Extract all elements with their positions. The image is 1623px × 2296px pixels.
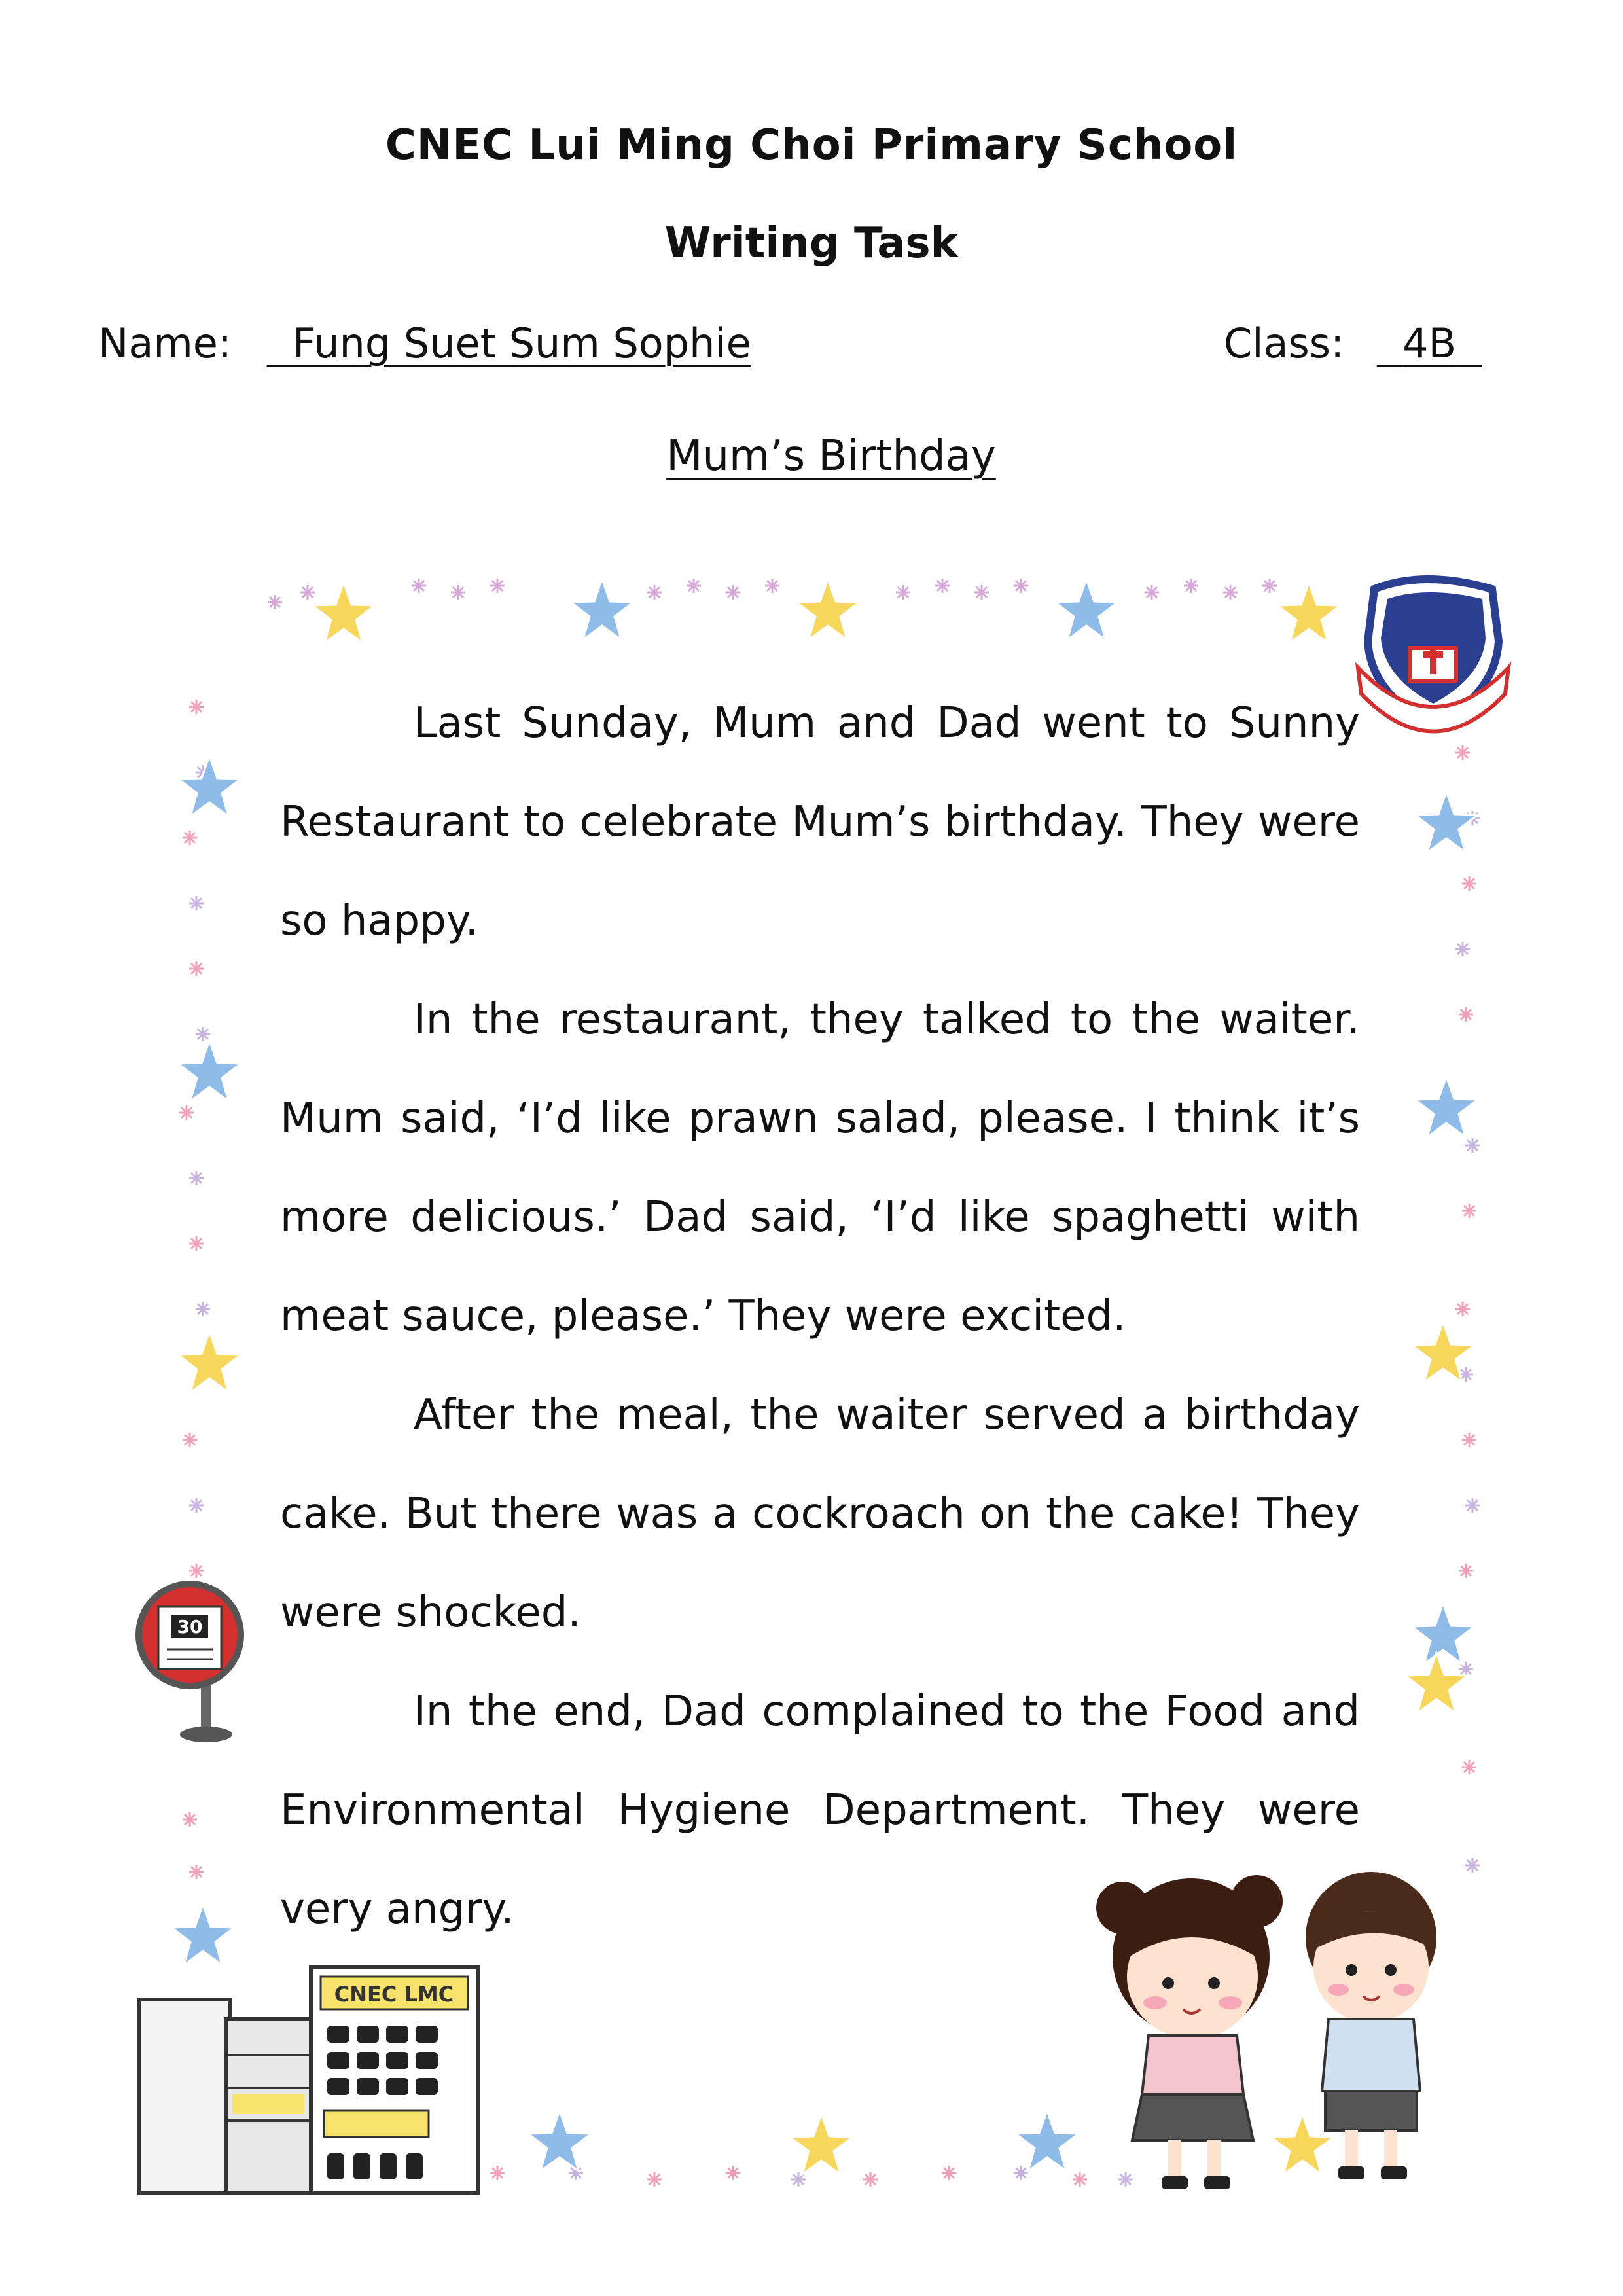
essay-paragraph-3: After the meal, the waiter served a birthday cake. But there was a cockroach on the cake! They were shocked. <box>280 1391 1360 1637</box>
essay-paragraph-2: In the restaurant, they talked to the waiter. Mum said, ‘I’d like prawn salad, please. I think it’s more delicious.’ Dad said, ‘I’d like spaghetti with meat sauce, please.’ They were excited. <box>280 996 1360 1340</box>
task-title: Writing Task <box>664 219 959 268</box>
school-name: CNEC Lui Ming Choi Primary School <box>385 121 1238 170</box>
building-sign-text: CNEC LMC <box>334 1982 454 2007</box>
class-value: 4B <box>1402 319 1457 367</box>
school-crest-icon <box>1358 579 1508 732</box>
bus-stop-icon <box>139 1584 241 1742</box>
name-value: Fung Suet Sum Sophie <box>292 319 751 367</box>
bus-route-number: 30 <box>177 1616 203 1638</box>
name-label: Name: <box>98 319 232 367</box>
class-label: Class: <box>1224 319 1345 367</box>
essay-paragraph-4: In the end, Dad complained to the Food and Environmental Hygiene Department. They were very angry. <box>280 1687 1360 1933</box>
essay-title: Mum’s Birthday <box>666 432 996 480</box>
school-building-icon <box>139 1967 478 2193</box>
essay-paragraph-1: Last Sunday, Mum and Dad went to Sunny Restaurant to celebrate Mum’s birthday. They were so happy. <box>280 699 1360 945</box>
essay-body <box>280 674 1360 1959</box>
